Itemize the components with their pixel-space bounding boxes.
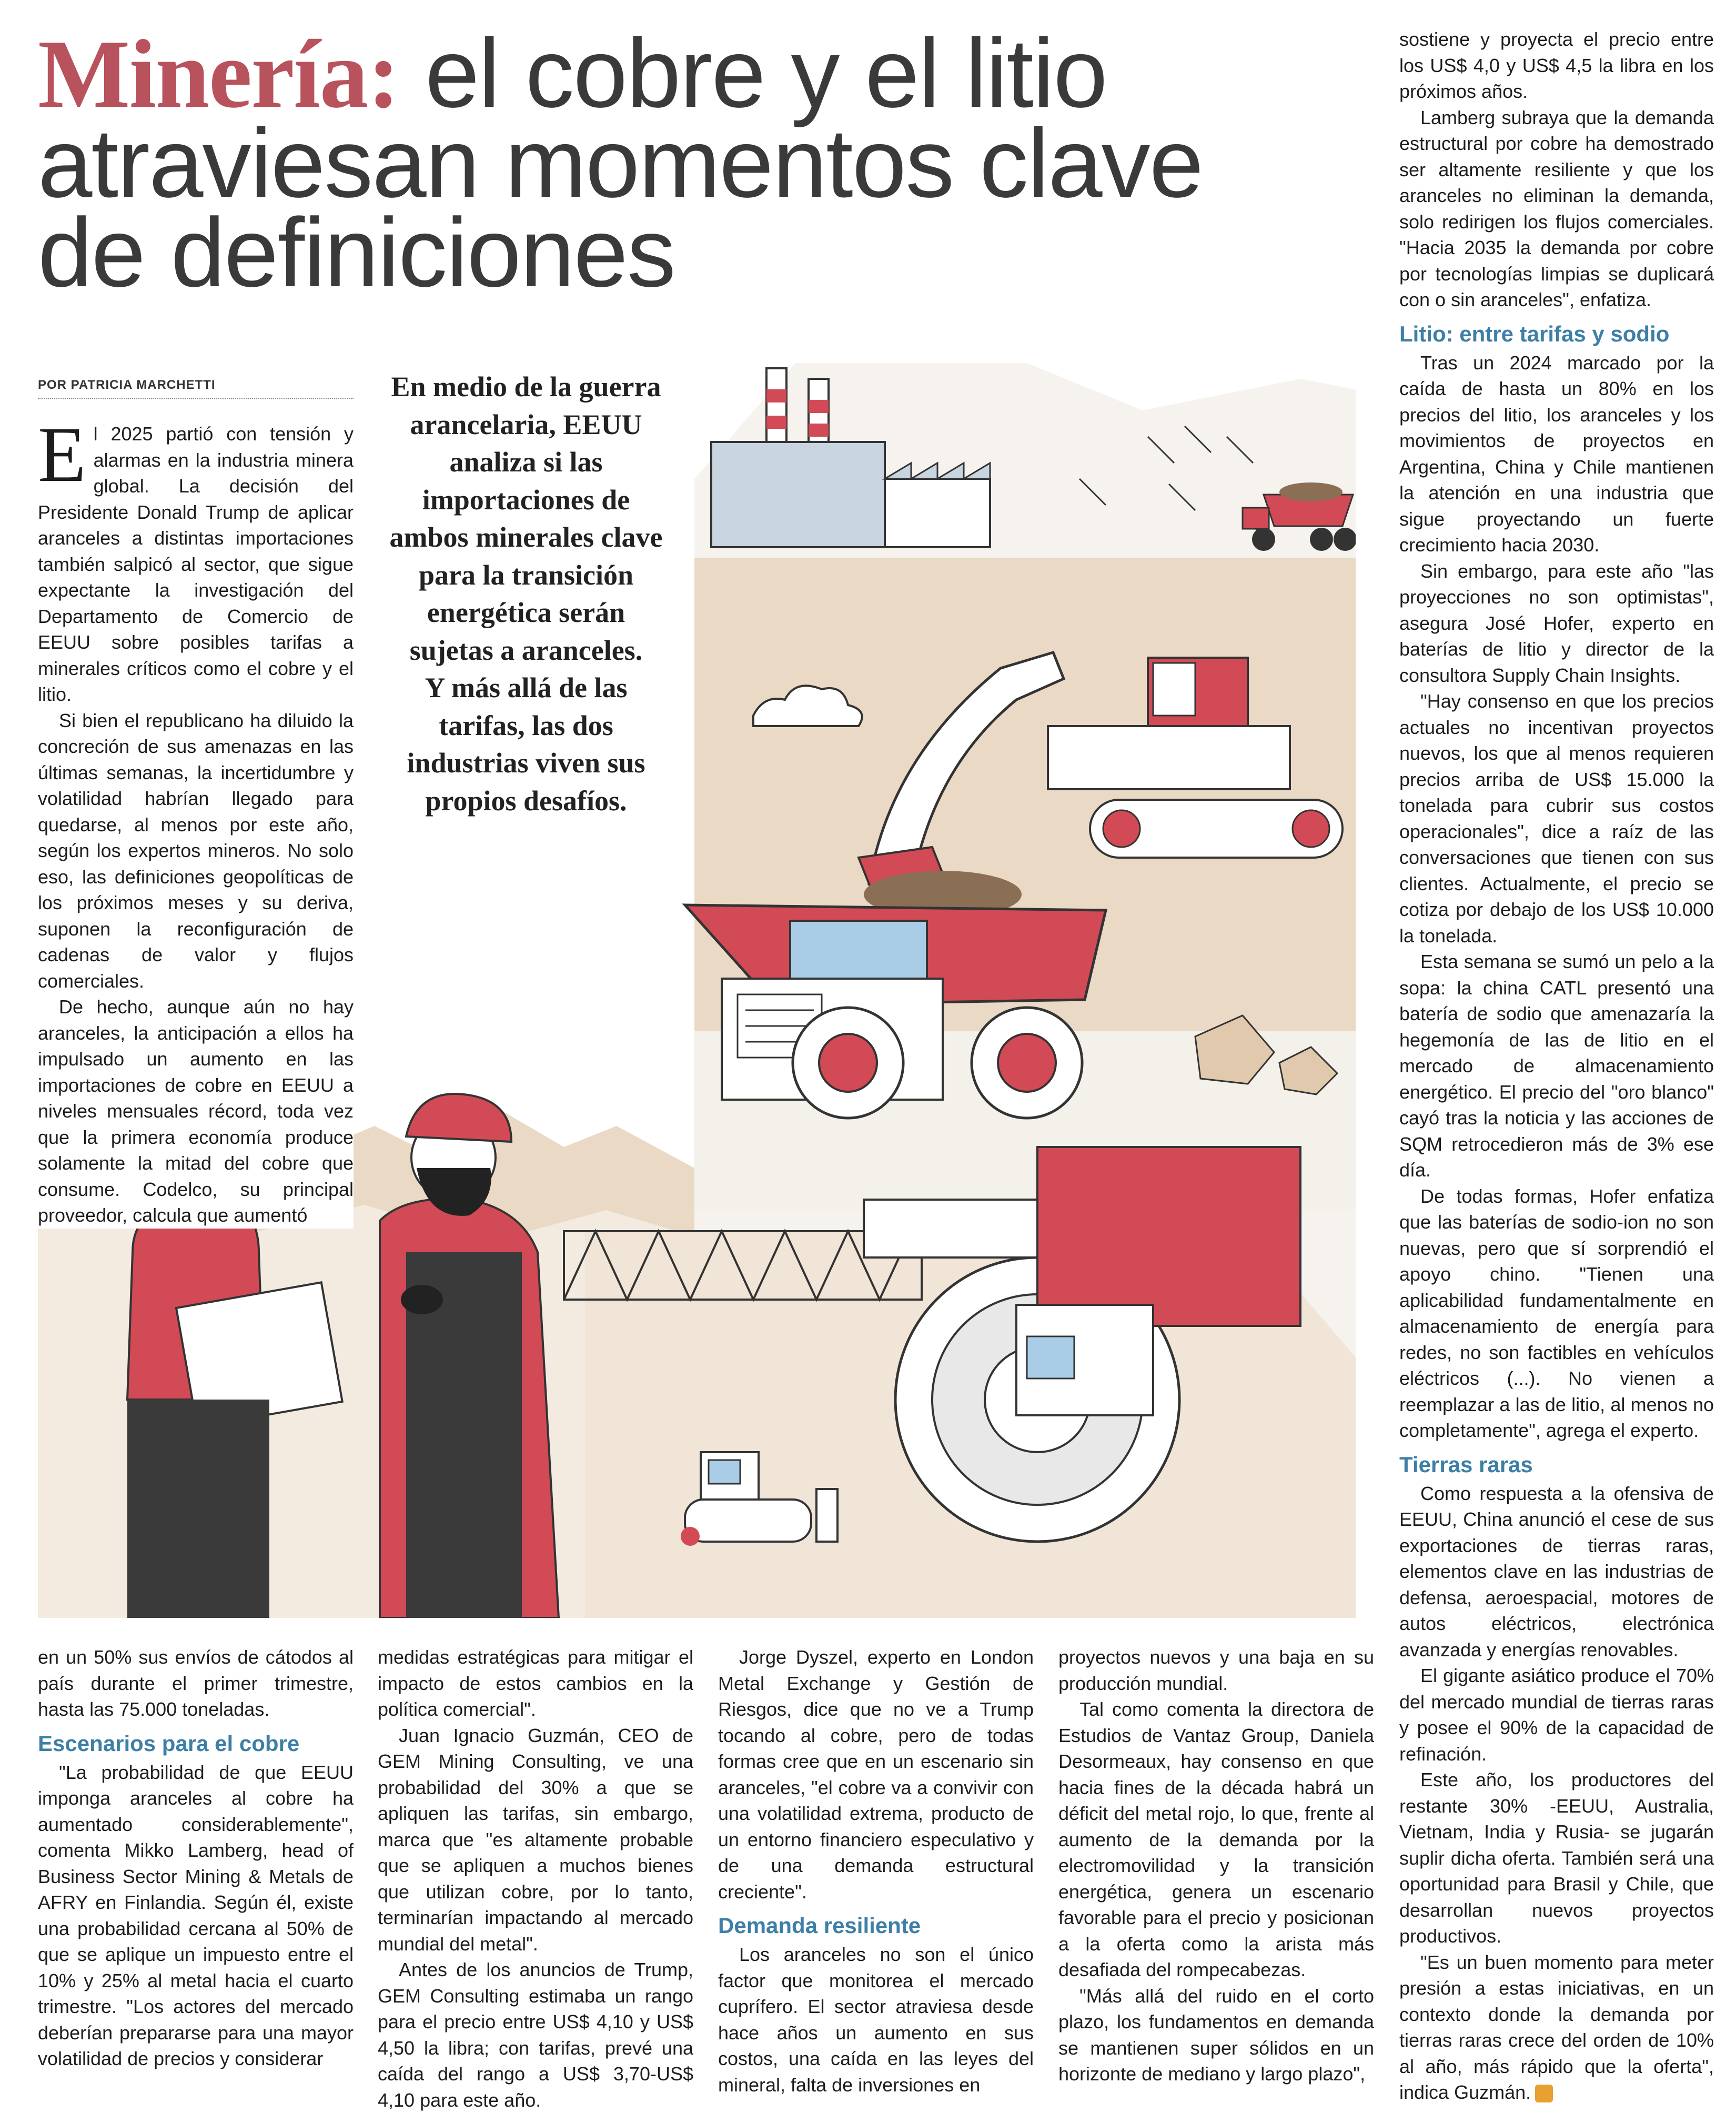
- column-2-bottom: [378, 1644, 693, 2113]
- headline-rest: el cobre y el litio atraviesan momentos clave de definiciones: [38, 19, 1203, 307]
- paragraph: medidas estratégicas para mitigar el impacto de estos cambios en la política comercial".: [378, 1646, 693, 1720]
- paragraph: sostiene y proyecta el precio entre los US$ 4,0 y US$ 4,5 la libra en los próximos años.: [1399, 28, 1714, 102]
- paragraph: "Es un buen momento para meter presión a estas iniciativas, en un contexto donde la demanda por tierras raras crece del orden de 10% al año, más rápido que la oferta", indica Guzmán.: [1399, 1951, 1714, 2103]
- subhead-demanda: Demanda resiliente: [718, 1913, 921, 1938]
- paragraph: Sin embargo, para este año "las proyecciones no son optimistas", asegura José Hofer, experto en baterías de litio y director de la consultora Supply Chain Insights.: [1399, 560, 1714, 686]
- byline: POR PATRICIA MARCHETTI: [38, 378, 354, 399]
- paragraph: "La probabilidad de que EEUU imponga aranceles al cobre ha aumentado considerablemente", comenta Mikko Lamberg, head of Business Sector Mining & Metals de AFRY en Finlandia. Según él, existe una probabilidad cercana al 50% de que se aplique un impuesto entre el 10% y 25% al metal hacia el cuarto trimestre. "Los actores del mercado deberían prepararse para una mayor volatilidad de precios y considerar: [38, 1761, 354, 2069]
- paragraph: "Hay consenso en que los precios actuales no incentivan proyectos nuevos, los que al menos requieren precios arriba de US$ 15.000 la tonelada para cubrir sus costos operacionales", dice a raíz de las conversaciones que tienen con sus clientes. Actualmente, el precio se cotiza por debajo de los US$ 10.000 la tonelada.: [1399, 690, 1714, 947]
- headline-keyword: Minería:: [38, 20, 399, 128]
- paragraph: El 2025 partió con tensión y alarmas en la industria minera global. La decisión del Presidente Donald Trump de aplicar aranceles a distintas importaciones también salpicó al sector, que sigue expectante la investigación del Departamento de Comercio de EEUU sobre posibles tarifas a minerales críticos como el cobre y el litio.: [38, 411, 354, 705]
- pull-quote-line-1: En medio de la guerra arancelaria, EEUU analiza si las importaciones de ambos minerales clave para la transición energética serán sujetas a aranceles.: [389, 371, 663, 666]
- headline: [38, 19, 1311, 307]
- subhead-tierras-raras: Tierras raras: [1399, 1452, 1533, 1477]
- paragraph: "Más allá del ruido en el corto plazo, los fundamentos en demanda se mantienen super sólidos en un horizonte de mediano y largo plazo",: [1058, 1985, 1374, 2085]
- end-mark-icon: [1535, 2085, 1553, 2102]
- column-4-bottom: [1058, 1644, 1374, 2087]
- drop-cap: E: [38, 411, 86, 498]
- paragraph: Tal como comenta la directora de Estudios de Vantaz Group, Daniela Desormeaux, hay consenso en que hacia fines de la década habrá un déficit del metal rojo, lo que, frente al aumento de la demanda por la electromovilidad y la transición energética, genera un escenario favorable para el precio y posicionan a la oferta como la arista más desafiada del rompecabezas.: [1058, 1698, 1374, 1980]
- paragraph: Esta semana se sumó un pelo a la sopa: la china CATL presentó una batería de sodio que amenazaría la hegemonía de las de litio en el mercado de almacenamiento energético. El precio del "oro blanco" cayó tras la noticia y las acciones de SQM retrocedieron más de 3% ese día.: [1399, 951, 1714, 1181]
- subhead-litio: Litio: entre tarifas y sodio: [1399, 321, 1670, 346]
- paragraph: Tras un 2024 marcado por la caída de hasta un 80% en los precios del litio, los aranceles y los movimientos de proyectos en Argentina, China y Chile mantienen la atención en una industria que sigue proyectando un fuerte crecimiento hacia 2030.: [1399, 351, 1714, 556]
- paragraph: Como respuesta a la ofensiva de EEUU, China anunció el cese de sus exportaciones de tierras raras, elementos clave en las industrias de defensa, aeroespacial, motores de autos eléctricos, electrónica avanzada y energías renovables.: [1399, 1482, 1714, 1661]
- paragraph: Antes de los anuncios de Trump, GEM Consulting estimaba un rango para el precio entre US$ 4,10 y US$ 4,50 la libra; con tarifas, prevé una caída del rango a US$ 3,70-US$ 4,10 para este año.: [378, 1959, 693, 2111]
- column-3-bottom: [718, 1644, 1034, 2098]
- subhead-escenarios: Escenarios para el cobre: [38, 1730, 300, 1756]
- paragraph: El gigante asiático produce el 70% del mercado mundial de tierras raras y posee el 90% de la capacidad de refinación.: [1399, 1665, 1714, 1765]
- pull-quote-line-2: Y más allá de las tarifas, las dos industrias viven sus propios desafíos.: [407, 672, 645, 817]
- column-1-bottom: [38, 1644, 354, 2072]
- paragraph: proyectos nuevos y una baja en su producción mundial.: [1058, 1646, 1374, 1694]
- paragraph: Jorge Dyszel, experto en London Metal Exchange y Gestión de Riesgos, dice que no ve a Trump tocando al cobre, pero de todas formas cree que en un escenario sin aranceles, "el cobre va a convivir con una volatilidad extrema, producto de un entorno financiero especulativo y de una demanda estructural creciente".: [718, 1646, 1034, 1903]
- paragraph: Lamberg subraya que la demanda estructural por cobre ha demostrado ser altamente resiliente y que los aranceles no eliminan la demanda, solo redirigen los flujos comerciales. "Hacia 2035 la demanda por cobre por tecnologías limpias se duplicará con o sin aranceles", enfatiza.: [1399, 106, 1714, 310]
- paragraph: Si bien el republicano ha diluido la concreción de sus amenazas en las últimas semanas, la incertidumbre y volatilidad habrían llegado para quedarse, al menos por este año, según los expertos mineros. No solo eso, las definiciones geopolíticas de los próximos meses y su deriva, suponen la reconfiguración de cadenas de valor y flujos comerciales.: [38, 709, 354, 992]
- paragraph: Juan Ignacio Guzmán, CEO de GEM Mining Consulting, ve una probabilidad del 30% a que se apliquen las tarifas, sin embargo, marca que "es altamente probable que se apliquen a muchos bienes que utilizan cobre, por lo tanto, terminarían impactando al mercado mundial del metal".: [378, 1724, 693, 1955]
- paragraph: Este año, los productores del restante 30% -EEUU, Australia, Vietnam, India y Rusia- se jugarán suplir dicha oferta. También será una oportunidad para Brasil y Chile, que desarrollan nuevos proyectos productivos.: [1399, 1769, 1714, 1947]
- paragraph: De todas formas, Hofer enfatiza que las baterías de sodio-ion no son nuevas, pero que sí sorprendió el apoyo chino. "Tienen una aplicabilidad fundamentalmente en almacenamiento de energía para redes, no son factibles en vehículos eléctricos (...). No vienen a reemplazar a las de litio, al menos no completamente", agrega el experto.: [1399, 1185, 1714, 1441]
- paragraph: De hecho, aunque aún no hay aranceles, la anticipación a ellos ha impulsado un aumento en las importaciones de cobre en EEUU a niveles mensuales récord, toda vez que la primera economía produce solamente la mitad del cobre que consume. Codelco, su principal proveedor, calcula que aumentó: [38, 996, 354, 1226]
- pull-quote: [389, 368, 663, 820]
- column-1-top: [38, 411, 354, 1229]
- paragraph: Los aranceles no son el único factor que monitorea el mercado cuprífero. El sector atraviesa desde hace años un aumento en sus costos, una caída en las leyes del mineral, falta de inversiones en: [718, 1944, 1034, 2096]
- column-5: [1399, 26, 1714, 2106]
- paragraph: en un 50% sus envíos de cátodos al país durante el primer trimestre, hasta las 75.000 toneladas.: [38, 1646, 354, 1720]
